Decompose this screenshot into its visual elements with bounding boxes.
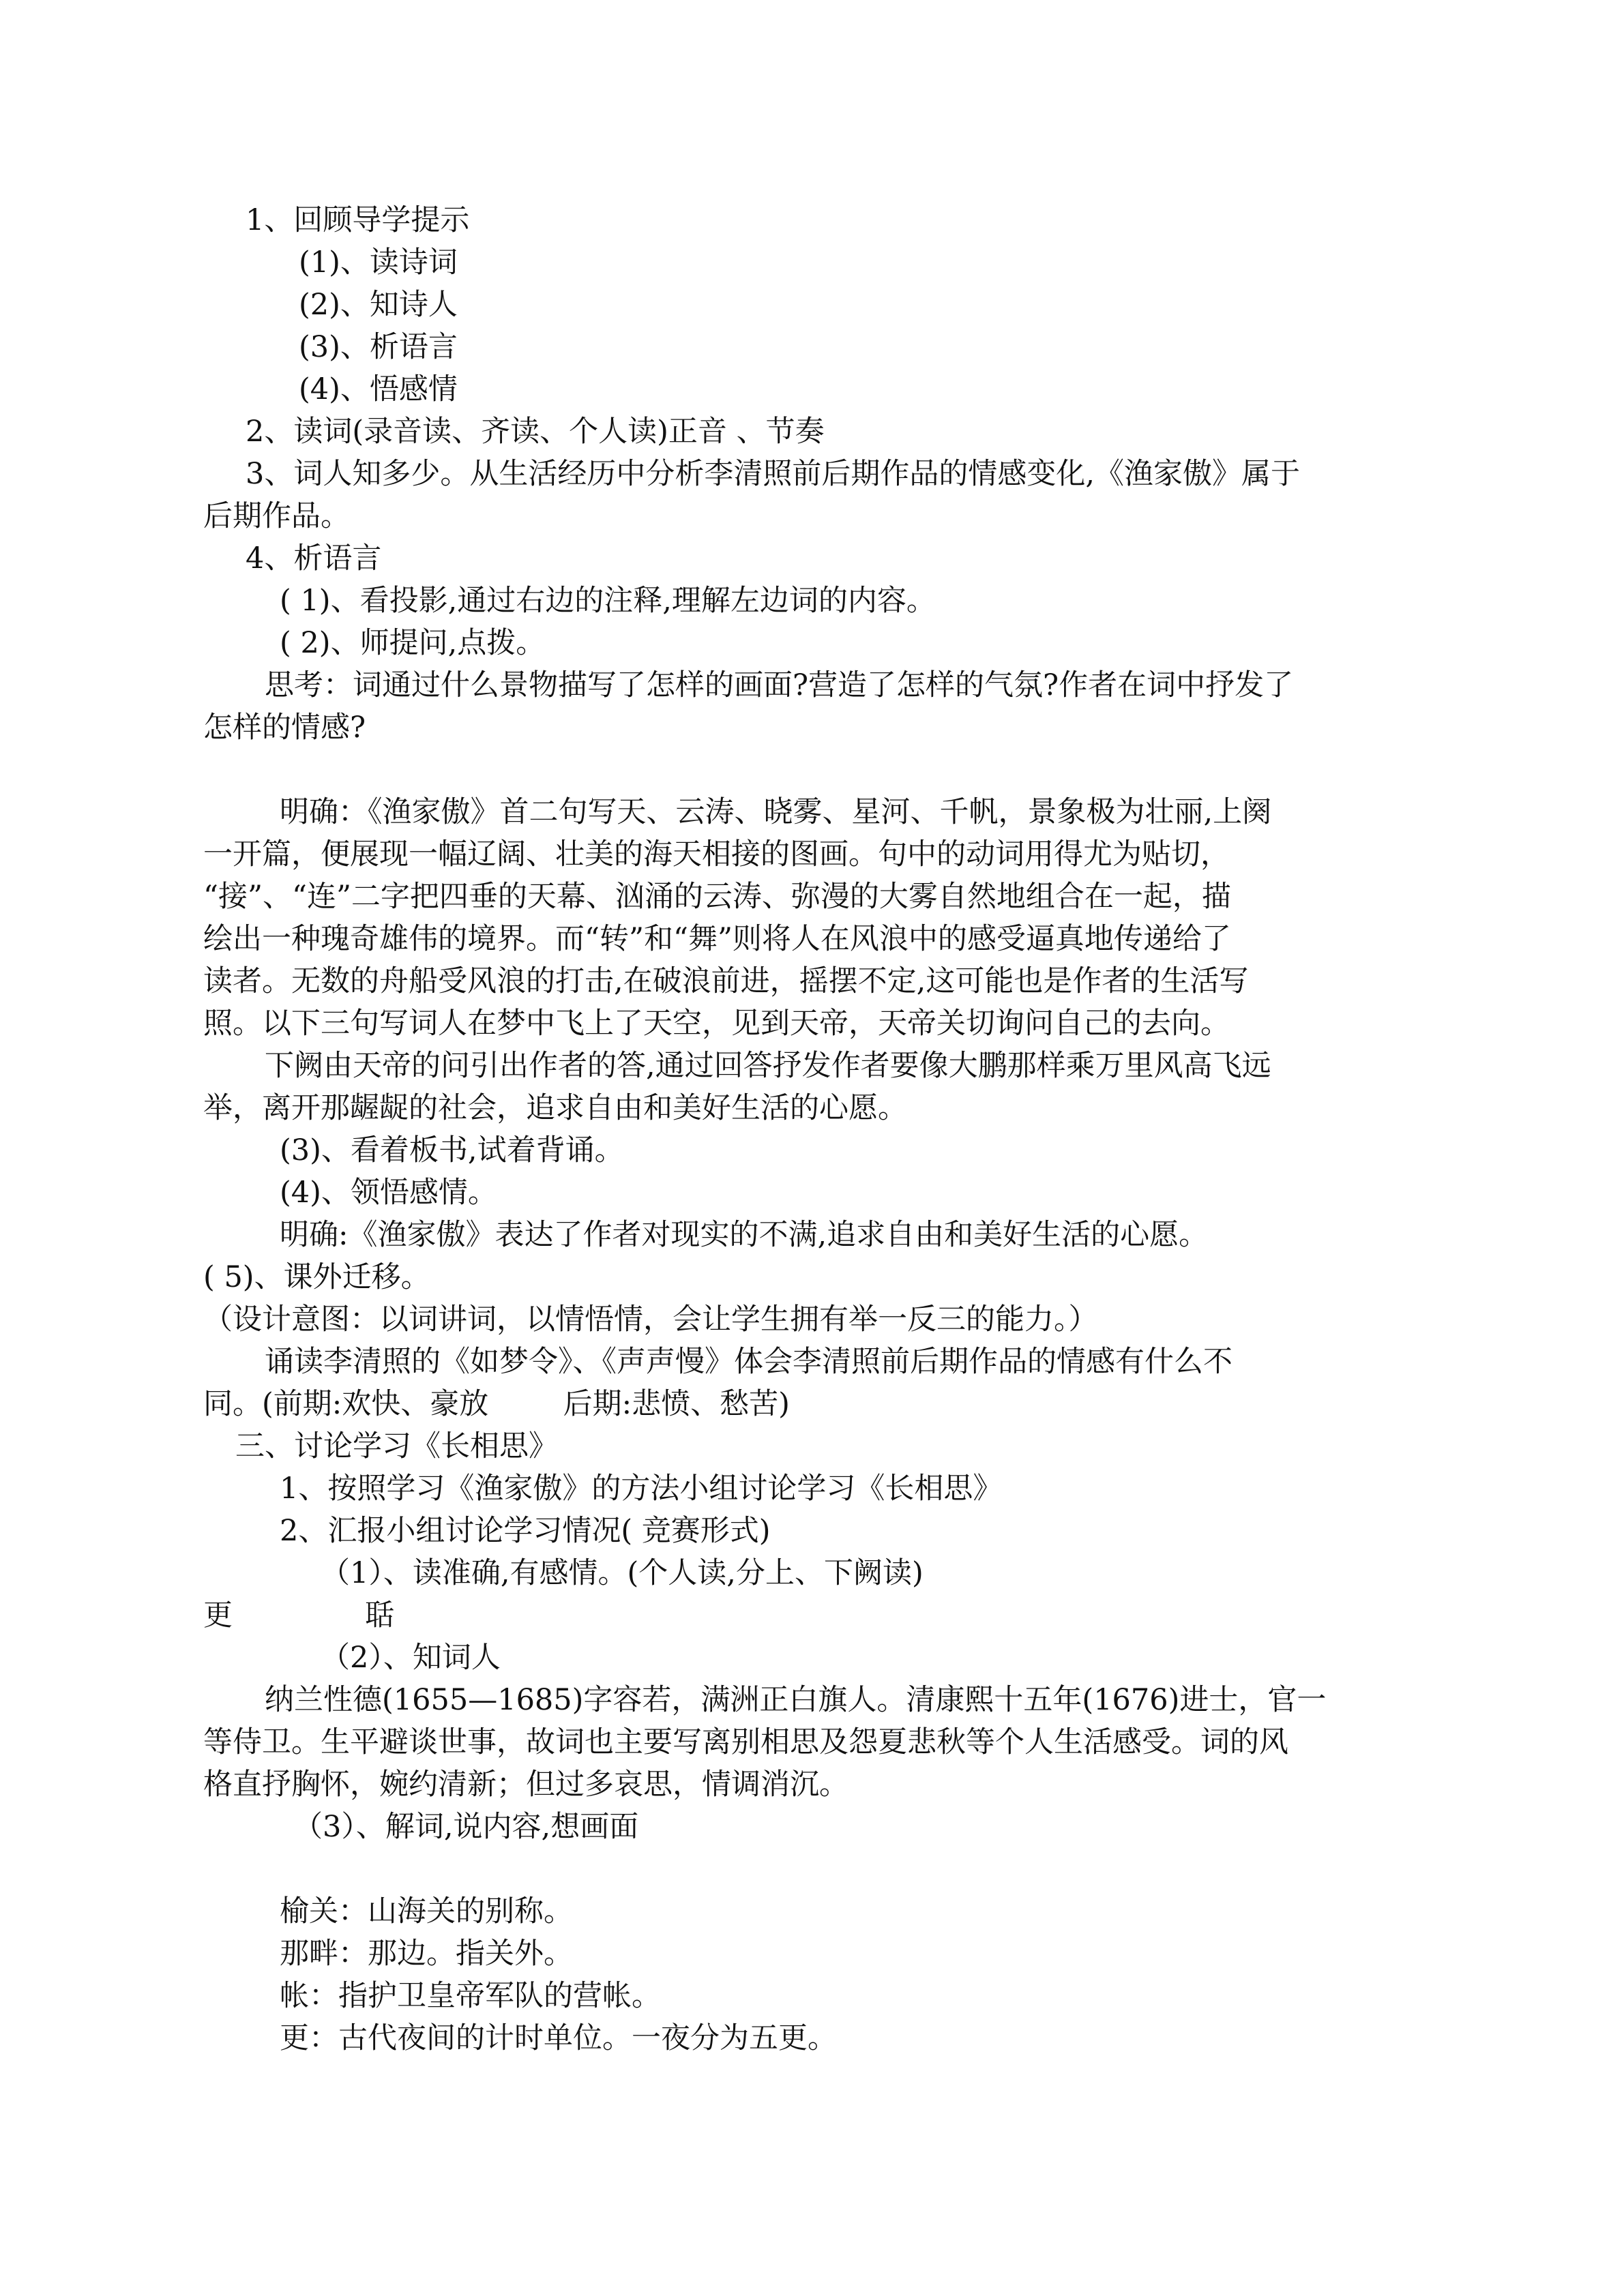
text-line-15: 一开篇，便展现一幅辽阔、壮美的海天相接的图画。句中的动词用得尤为贴切， [203, 837, 1230, 871]
text-line-42: 帐：指护卫皇帝军队的营帐。 [280, 1979, 661, 2013]
text-line-24: 明确:《渔家傲》表达了作者对现实的不满,追求自由和美好生活的心愿。 [280, 1218, 1209, 1252]
text-line-2: (1)、读诗词 [299, 245, 458, 280]
text-line-23: (4)、领悟感情。 [280, 1176, 497, 1210]
text-line-1: 1、回顾导学提示 [246, 203, 470, 237]
text-line-39: （3）、解词,说内容,想画面 [293, 1810, 639, 1844]
text-line-31: 2、汇报小组讨论学习情况( 竞赛形式) [280, 1514, 771, 1548]
text-line-10: ( 1)、看投影,通过右边的注释,理解左边词的内容。 [280, 584, 936, 618]
text-line-11: ( 2)、师提问,点拨。 [280, 626, 546, 660]
text-line-20: 下阙由天帝的问引出作者的答,通过回答抒发作者要像大鹏那样乘万里风高飞远 [265, 1049, 1271, 1083]
text-line-35: （2）、知词人 [321, 1641, 501, 1675]
text-line-3: (2)、知诗人 [299, 288, 458, 322]
text-line-6: 2、读词(录音读、齐读、个人读)正音 、节奏 [246, 415, 825, 449]
text-line-25: ( 5)、课外迁移。 [203, 1260, 430, 1294]
text-line-27: 诵读李清照的《如梦令》、《声声慢》体会李清照前后期作品的情感有什么不 [265, 1345, 1232, 1379]
text-line-14: 明确：《渔家傲》首二句写天、云涛、晓雾、星河、千帆，景象极为壮丽,上阕 [280, 795, 1272, 829]
text-line-33: 更 [203, 1598, 233, 1632]
text-line-19: 照。以下三句写词人在梦中飞上了天空，见到天帝，天帝关切询问自己的去向。 [203, 1007, 1230, 1041]
text-line-43: 更：古代夜间的计时单位。一夜分为五更。 [280, 2021, 837, 2055]
text-line-8: 后期作品。 [203, 499, 350, 533]
text-line-7: 3、词人知多少。从生活经历中分析李清照前后期作品的情感变化,《渔家傲》属于 [246, 457, 1301, 491]
text-line-28: 同。(前期:欢快、豪放 后期:悲愤、愁苦) [203, 1387, 790, 1421]
text-line-17: 绘出一种瑰奇雄伟的境界。而“转”和“舞”则将人在风浪中的感受逼真地传递给了 [203, 922, 1231, 956]
text-line-40: 榆关：山海关的别称。 [280, 1894, 573, 1928]
text-line-18: 读者。无数的舟船受风浪的打击,在破浪前进，摇摆不定,这可能也是作者的生活写 [203, 964, 1249, 998]
text-line-21: 举，离开那龌龊的社会，追求自由和美好生活的心愿。 [203, 1091, 907, 1125]
text-line-30: 1、按照学习《渔家傲》的方法小组讨论学习《长相思》 [280, 1472, 1003, 1506]
text-line-38: 格直抒胸怀，婉约清新；但过多哀思，情调消沉。 [203, 1768, 848, 1802]
text-line-29: 三、讨论学习《长相思》 [235, 1429, 558, 1463]
text-line-13: 怎样的情感? [203, 711, 366, 745]
text-line-41: 那畔：那边。指关外。 [280, 1937, 573, 1971]
text-line-5: (4)、悟感情 [299, 372, 458, 406]
text-line-9: 4、析语言 [246, 541, 382, 576]
text-line-16: “接”、“连”二字把四垂的天幕、汹涌的云涛、弥漫的大雾自然地组合在一起，描 [203, 880, 1231, 914]
text-line-34: 聒 [365, 1598, 394, 1632]
text-line-26: （设计意图：以词讲词，以情悟情，会让学生拥有举一反三的能力。） [203, 1302, 1098, 1337]
text-line-22: (3)、看着板书,试着背诵。 [280, 1133, 624, 1167]
text-line-32: （1）、读准确,有感情。(个人读,分上、下阙读) [321, 1556, 924, 1590]
text-line-12: 思考：词通过什么景物描写了怎样的画面?营造了怎样的气氛?作者在词中抒发了 [265, 668, 1294, 702]
text-line-4: (3)、析语言 [299, 330, 458, 364]
text-line-36: 纳兰性德(1655—1685)字容若，满洲正白旗人。清康熙十五年(1676)进士，官一 [265, 1683, 1327, 1717]
text-line-37: 等侍卫。生平避谈世事，故词也主要写离别相思及怨夏悲秋等个人生活感受。词的风 [203, 1725, 1288, 1759]
